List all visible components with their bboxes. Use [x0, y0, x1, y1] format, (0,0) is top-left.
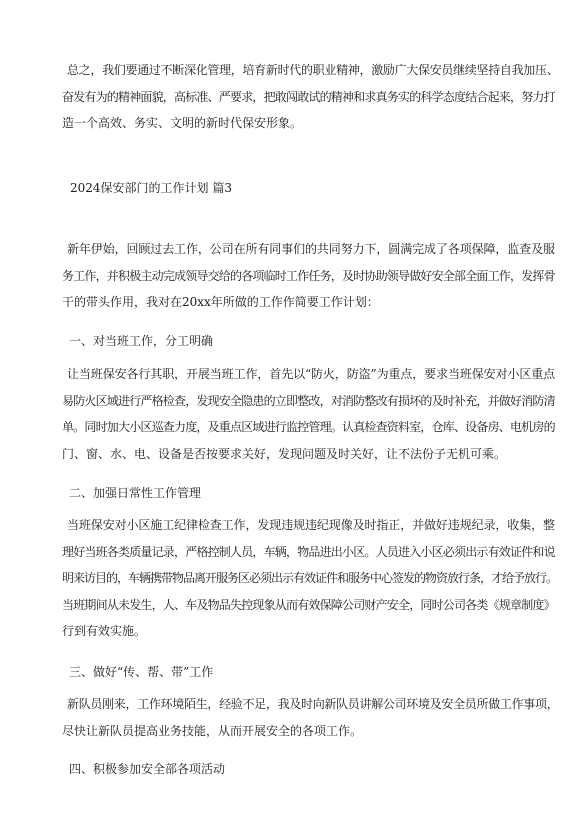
text-line: 单。同时加大小区巡查力度，及重点区域进行监控管理。认真检查资料室，仓库、设备房、电机房的	[62, 420, 555, 434]
section-title-1: 一、对当班工作，分工明确	[69, 334, 214, 348]
text-line: 让当班保安各行其职，开展当班工作，首先以“防火，防盗”为重点，要求当班保安对小区重点	[67, 367, 556, 381]
section-title-3: 三、做好“传、帮、带”工作	[69, 665, 214, 679]
text-line: 门、窗、水、电、设备是否按要求关好，发现问题及时关好，让不法份子无机可乘。	[62, 446, 507, 461]
paragraph-section-2	[62, 512, 558, 645]
text-line: 干的带头作用，我对在20xx年所做的工作作简要工作计划：	[62, 295, 379, 309]
text-line: 总之，我们要通过不断深化管理，培育新时代的职业精神，激励广大保安员继续坚持自我加压、	[67, 63, 559, 77]
text-line: 行到有效实施。	[62, 624, 147, 638]
text-line: 当班期间从未发生，人、车及物品失控现象从而有效保障公司财产安全，同时公司各类《规章制度》	[62, 597, 555, 612]
text-line: 当班保安对小区施工纪律检查工作，发现违规违纪现像及时指正，并做好违规纪录，收集，整	[67, 518, 555, 532]
text-line: 新年伊始，回顾过去工作，公司在所有同事们的共同努力下，圆满完成了各项保障，监查及服	[67, 242, 555, 256]
paragraph-intro	[62, 236, 558, 316]
text-line: 奋发有为的精神面貌，高标准、严要求，把敢闯敢试的精神和求真务实的科学态度结合起来，努力打	[62, 89, 555, 104]
paragraph-summary	[62, 57, 558, 137]
paragraph-section-3	[62, 691, 558, 744]
text-line: 理好当班各类质量记录，严格控制人员，车辆，物品进出小区。人员进入小区必须出示有效证件和说	[62, 544, 555, 559]
section-title-2: 二、加强日常性工作管理	[69, 486, 202, 500]
text-line: 务工作，并积极主动完成领导交给的各项临时工作任务，及时协助领导做好安全部全面工作，发挥骨	[62, 268, 555, 283]
text-line: 易防火区域进行严格检查，发现安全隐患的立即整改，对消防整改有损坏的及时补充，并做好消防清	[62, 393, 555, 408]
text-line: 造一个高效、务实、文明的新时代保安形象。	[62, 116, 303, 130]
text-line: 明来访目的，车辆携带物品离开服务区必须出示有效证件和服务中心签发的物资放行条，才给予放行。	[62, 571, 558, 585]
text-line: 新队员刚来，工作环境陌生，经验不足，我及时向新队员讲解公司环境及安全员所做工作事项，	[67, 697, 559, 711]
section-title-4: 四、积极参加安全部各项活动	[69, 762, 226, 776]
document-heading: 2024保安部门的工作计划 篇3	[70, 181, 232, 195]
paragraph-section-1	[62, 361, 558, 467]
text-line: 尽快让新队员提高业务技能，从而开展安全的各项工作。	[62, 723, 363, 738]
